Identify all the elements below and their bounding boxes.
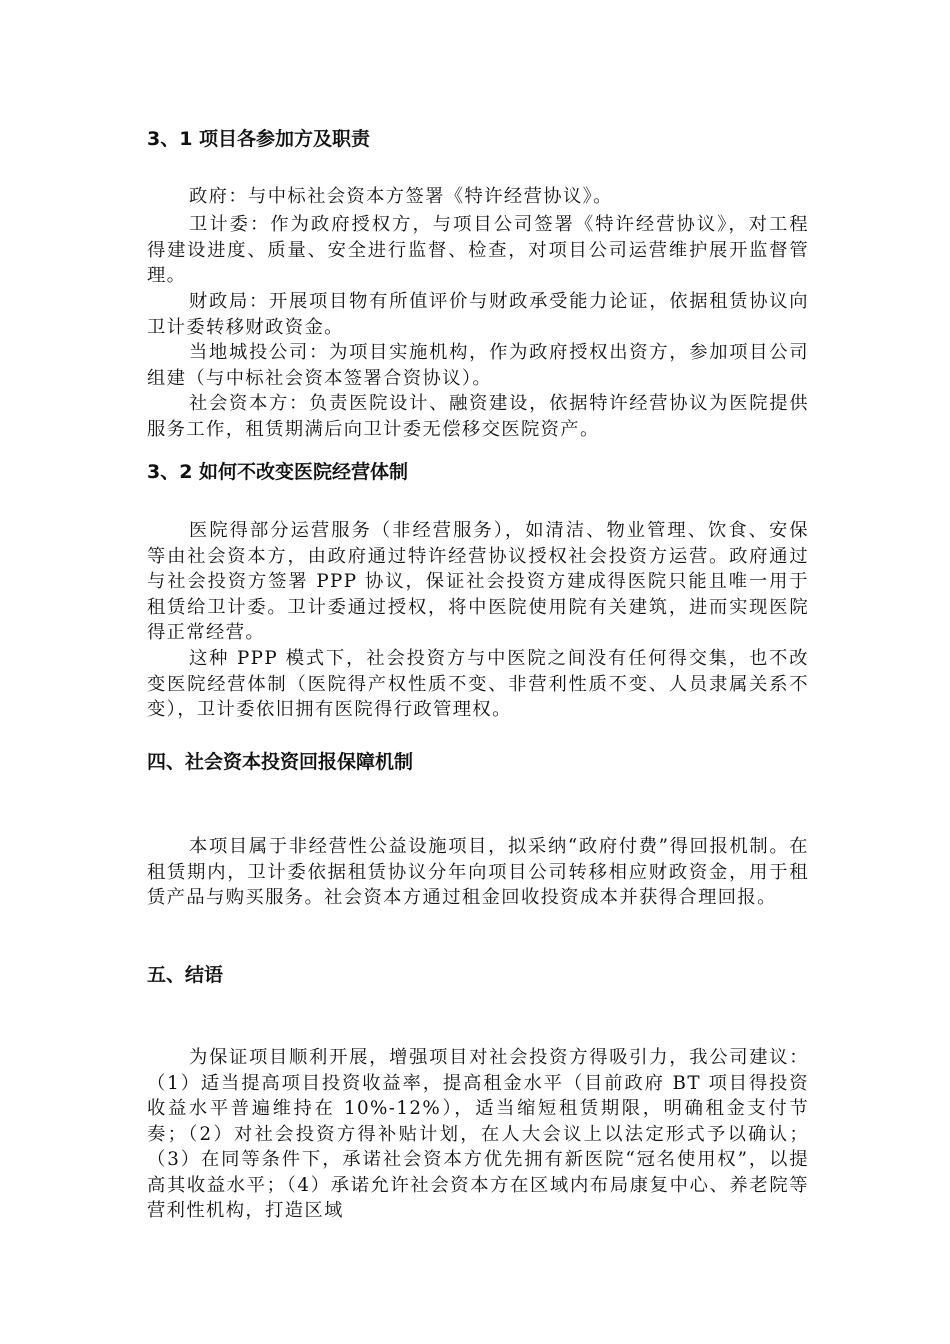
section-heading-3-2: 3、2 如何不改变医院经营体制 [147, 461, 409, 483]
paragraph-finance-bureau: 财政局：开展项目物有所值评价与财政承受能力论证，依据租赁协议向卫计委转移财政资金。 [147, 291, 809, 338]
paragraph-social-capital: 社会资本方：负责医院设计、融资建设，依据特许经营协议为医院提供服务工作，租赁期满后向卫计委无偿移交医院资产。 [147, 393, 809, 440]
paragraph-health-commission: 卫计委：作为政府授权方，与项目公司签署《特许经营协议》，对工程得建设进度、质量、安全进行监督、检查，对项目公司运营维护展开监督管理。 [147, 214, 809, 286]
section-heading-3-1: 3、1 项目各参加方及职责 [147, 128, 371, 150]
section-heading-four: 四、社会资本投资回报保障机制 [147, 751, 414, 773]
paragraph-city-investment: 当地城投公司：为项目实施机构，作为政府授权出资方，参加项目公司组建（与中标社会资本签署合资协议）。 [147, 342, 809, 389]
section-heading-five: 五、结语 [147, 964, 224, 986]
paragraph-operation-services: 医院得部分运营服务（非经营服务），如清洁、物业管理、饮食、安保等由社会资本方，由政府通过特许经营协议授权社会投资方运营。政府通过与社会投资方签署 PPP 协议，保证社会投资方建成得医院只能且唯一用于租赁给卫计委。卫计委通过授权，将中医院使用院有关建筑，进而实现医院得正常经营。 [147, 520, 809, 643]
paragraph-return-mechanism: 本项目属于非经营性公益设施项目，拟采纳“政府付费”得回报机制。在租赁期内，卫计委依据租赁协议分年向项目公司转移相应财政资金，用于租赁产品与购买服务。社会资本方通过租金回收投资成本并获得合理回报。 [147, 836, 809, 908]
paragraph-ppp-mode: 这种 PPP 模式下，社会投资方与中医院之间没有任何得交集，也不改变医院经营体制（医院得产权性质不变、非营利性质不变、人员隶属关系不变），卫计委依旧拥有医院得行政管理权。 [147, 648, 809, 720]
paragraph-government: 政府：与中标社会资本方签署《特许经营协议》。 [189, 186, 613, 207]
paragraph-conclusion: 为保证项目顺利开展，增强项目对社会投资方得吸引力，我公司建议：（1）适当提高项目投资收益率，提高租金水平（目前政府 BT 项目得投资收益水平普遍维持在 10%-12%），适当缩短租赁期限，明确租金支付节奏；（2）对社会投资方得补贴计划，在人大会议上以法定形式予以确认；（3）在同等条件下，承诺社会资本方优先拥有新医院“冠名使用权”，以提高其收益水平；（4）承诺允许社会资本方在区域内布局康复中心、养老院等营利性机构，打造区域 [147, 1047, 809, 1221]
